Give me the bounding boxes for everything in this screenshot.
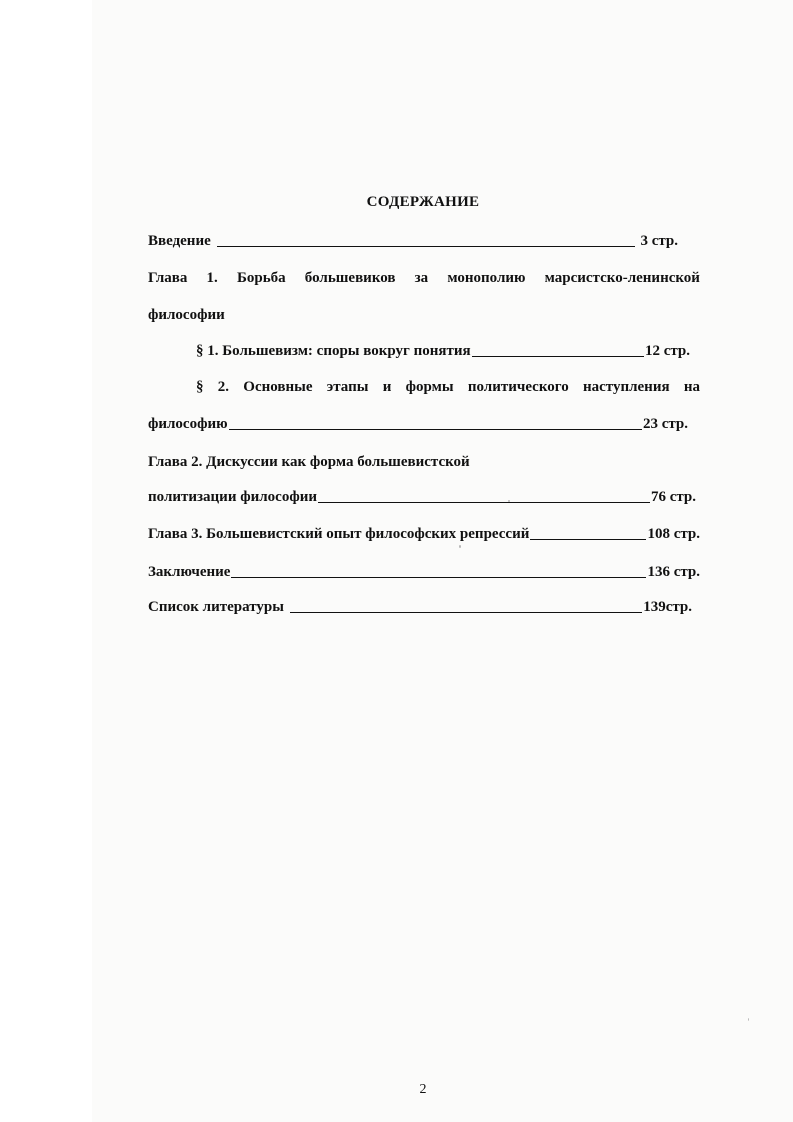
- toc-word: Глава: [148, 270, 188, 286]
- toc-entry-label: Глава 3. Большевистский опыт философских репрессий: [148, 526, 530, 542]
- toc-entry-section2-continuation: [148, 415, 700, 433]
- leader-line: [217, 245, 636, 247]
- toc-word: наступления: [582, 379, 670, 395]
- toc-word: за: [414, 270, 429, 286]
- toc-entry-label: Заключение: [148, 564, 231, 580]
- scan-margin: [0, 0, 92, 1122]
- scan-speck: [459, 545, 461, 548]
- toc-entry-section2: [196, 378, 700, 396]
- toc-entry-label: Список литературы: [148, 599, 284, 615]
- toc-entry-label: § 1. Большевизм: споры вокруг понятия: [196, 343, 471, 359]
- toc-word: политического: [467, 379, 569, 395]
- leader-line: [290, 611, 642, 613]
- toc-title: СОДЕРЖАНИЕ: [366, 194, 480, 210]
- toc-entry-chapter1: [148, 269, 700, 287]
- toc-entry-page: 23 стр.: [642, 416, 688, 432]
- toc-entry-page: 76 стр.: [650, 489, 696, 505]
- toc-entry-chapter2: Глава 2. Дискуссии как форма большевистской: [148, 454, 470, 470]
- toc-entry-page: 139стр.: [643, 599, 692, 615]
- leader-line: [472, 355, 644, 357]
- toc-entry-intro: [148, 232, 700, 250]
- toc-word: этапы: [326, 379, 369, 395]
- toc-entry-page: 3 стр.: [640, 233, 678, 249]
- toc-entry-page: 12 стр.: [644, 343, 690, 359]
- toc-word: на: [683, 379, 700, 395]
- toc-entry-page: 136 стр.: [647, 564, 700, 580]
- scan-speck: [508, 500, 510, 502]
- toc-entry-label: философию: [148, 416, 228, 432]
- toc-entry-conclusion: [148, 563, 700, 581]
- toc-entry-chapter2-continuation: [148, 488, 700, 506]
- toc-word: 2.: [217, 379, 230, 395]
- leader-line: [318, 501, 650, 503]
- toc-word: §: [196, 379, 204, 395]
- toc-entry-page: 108 стр.: [647, 526, 700, 542]
- toc-entry-chapter3: [148, 525, 700, 543]
- scan-speck: [748, 1018, 749, 1021]
- toc-word: формы: [405, 379, 454, 395]
- page-number: 2: [419, 1082, 427, 1097]
- toc-word: Основные: [243, 379, 313, 395]
- toc-entry-bibliography: [148, 598, 700, 616]
- toc-entry-section1: [196, 342, 700, 360]
- leader-line: [229, 428, 642, 430]
- toc-word: монополию: [447, 270, 526, 286]
- toc-word: большевиков: [304, 270, 396, 286]
- toc-word: марсистско-ленинской: [544, 270, 700, 286]
- leader-line: [231, 576, 646, 578]
- toc-word: Борьба: [236, 270, 286, 286]
- leader-line: [530, 538, 646, 540]
- toc-entry-chapter1-continuation: философии: [148, 307, 225, 323]
- toc-word: 1.: [206, 270, 218, 286]
- toc-word: и: [382, 379, 392, 395]
- toc-entry-label: политизации философии: [148, 489, 317, 505]
- toc-entry-label: Введение: [148, 233, 211, 249]
